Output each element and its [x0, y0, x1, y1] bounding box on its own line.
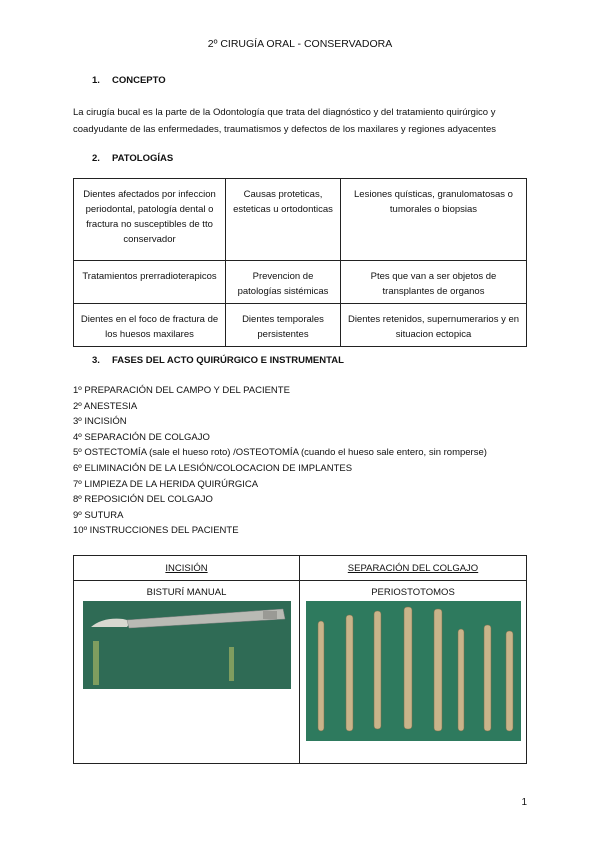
- list-item: 10º INSTRUCCIONES DEL PACIENTE: [73, 525, 239, 537]
- scalpel-photo: [83, 601, 291, 689]
- section-number: 2.: [92, 153, 100, 164]
- table-cell: Dientes afectados por infeccion periodontal, patología dental o fractura no susceptibles de tto conservador: [74, 179, 226, 261]
- list-item: 9º SUTURA: [73, 509, 124, 521]
- table-cell: Dientes retenidos, supernumerarios y en situacion ectopica: [341, 304, 527, 347]
- table-cell: Causas proteticas, esteticas u ortodonticas: [226, 179, 341, 261]
- page-title: 2º CIRUGÍA ORAL - CONSERVADORA: [207, 38, 393, 50]
- column-header-separacion: SEPARACIÓN DEL COLGAJO: [300, 556, 527, 581]
- list-item: 4º SEPARACIÓN DE COLGAJO: [73, 431, 210, 443]
- section-heading-patologias: [92, 153, 173, 164]
- column-header-incision: INCISIÓN: [74, 556, 300, 581]
- fases-list: [73, 383, 487, 539]
- table-row: [74, 179, 527, 261]
- table-cell: Prevencion de patologías sistémicas: [226, 261, 341, 304]
- section-title: PATOLOGÍAS: [112, 153, 174, 164]
- section-number: 3.: [92, 355, 100, 366]
- list-item: 7º LIMPIEZA DE LA HERIDA QUIRÚRGICA: [73, 478, 259, 490]
- table-cell: Dientes temporales persistentes: [226, 304, 341, 347]
- scalpel-image: [83, 601, 291, 689]
- periosteotomes-image: [306, 601, 521, 741]
- section-number: 1.: [92, 75, 100, 86]
- concepto-paragraph: La cirugía bucal es la parte de la Odontología que trata del diagnóstico y del tratamiento quirúrgico y coadyudante de las enfermedades, traumatismos y defectos de los maxilares y regiones adyacentes: [73, 107, 496, 135]
- table-row: [74, 304, 527, 347]
- list-item: 6º ELIMINACIÓN DE LA LESIÓN/COLOCACION DE IMPLANTES: [73, 462, 353, 474]
- table-cell: Lesiones quísticas, granulomatosas o tumorales o biopsias: [341, 179, 527, 261]
- table-cell: Tratamientos prerradioterapicos: [74, 261, 226, 304]
- table-row: [74, 261, 527, 304]
- section-heading-concepto: [92, 75, 166, 86]
- list-item: 3º INCISIÓN: [73, 416, 127, 428]
- instrument-cell: [74, 581, 300, 764]
- instrumental-table: [73, 555, 527, 764]
- periosteotomes-photo: [306, 601, 521, 741]
- instrument-cell: [300, 581, 527, 764]
- patologias-table: [73, 178, 527, 347]
- page-number: 1: [521, 797, 527, 808]
- photo-caption: PERIOSTOTOMOS: [371, 587, 455, 598]
- section-heading-fases: [92, 355, 344, 366]
- table-cell: Ptes que van a ser objetos de transplantes de organos: [341, 261, 527, 304]
- list-item: 5º OSTECTOMÍA (sale el hueso roto) /OSTEOTOMÍA (cuando el hueso sale entero, sin romperse): [73, 447, 487, 459]
- photo-caption: BISTURÍ MANUAL: [146, 587, 227, 598]
- list-item: 1º PREPARACIÓN DEL CAMPO Y DEL PACIENTE: [73, 385, 290, 396]
- list-item: 8º REPOSICIÓN DEL COLGAJO: [73, 494, 213, 506]
- list-item: 2º ANESTESIA: [73, 400, 138, 412]
- section-title: CONCEPTO: [112, 75, 166, 86]
- table-cell: Dientes en el foco de fractura de los huesos maxilares: [74, 304, 226, 347]
- section-title: FASES DEL ACTO QUIRÚRGICO E INSTRUMENTAL: [112, 355, 344, 366]
